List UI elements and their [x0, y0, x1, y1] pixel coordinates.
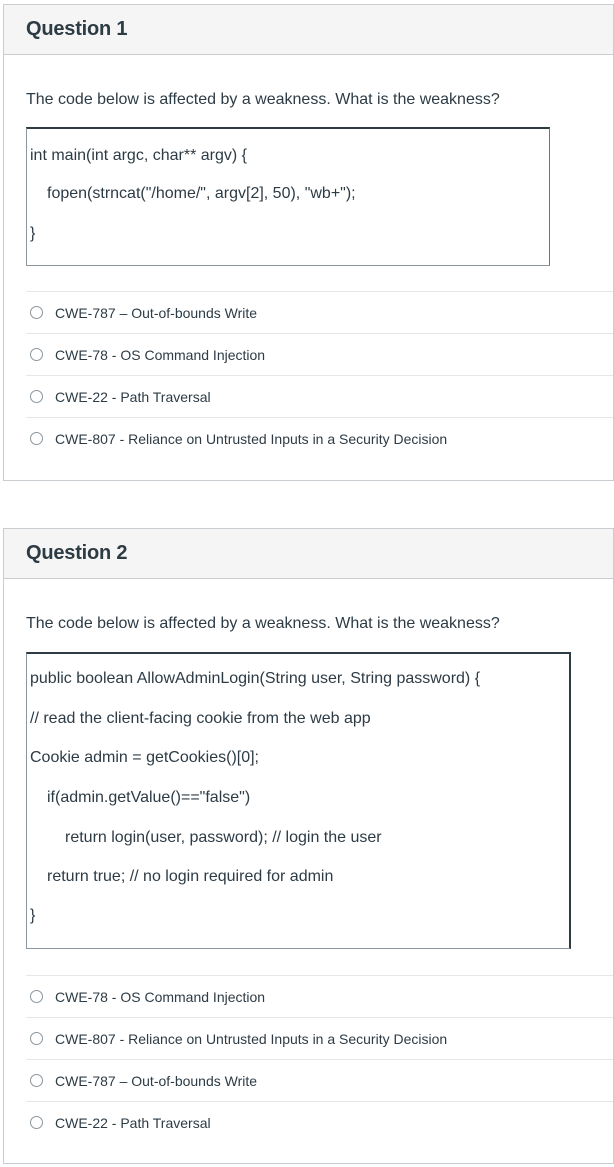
code-line: return true; // no login required for admin — [47, 868, 334, 885]
answer-label: CWE-787 – Out-of-bounds Write — [55, 1072, 258, 1089]
radio-button[interactable] — [30, 1032, 43, 1045]
radio-button[interactable] — [30, 1074, 43, 1087]
code-line: } — [30, 907, 36, 924]
radio-button[interactable] — [30, 1116, 43, 1129]
answer-option[interactable] — [26, 333, 613, 375]
question-header — [4, 529, 613, 579]
radio-button[interactable] — [30, 348, 43, 361]
radio-button[interactable] — [30, 990, 43, 1003]
code-block — [26, 652, 571, 949]
answer-label: CWE-22 - Path Traversal — [55, 1114, 211, 1131]
answer-option[interactable] — [26, 1101, 613, 1143]
answer-list — [4, 291, 613, 459]
radio-button[interactable] — [30, 390, 43, 403]
question-2-card — [3, 528, 614, 1164]
question-title: Question 2 — [26, 542, 128, 564]
code-line: if(admin.getValue()=="false") — [47, 789, 251, 806]
question-title: Question 1 — [26, 18, 128, 40]
answer-option[interactable] — [26, 417, 613, 459]
answer-list — [4, 975, 613, 1143]
code-line: int main(int argc, char** argv) { — [30, 147, 247, 164]
code-line: } — [30, 225, 36, 242]
question-header — [4, 5, 613, 55]
radio-button[interactable] — [30, 432, 43, 445]
code-line: public boolean AllowAdminLogin(String user, String password) { — [30, 670, 481, 687]
answer-label: CWE-807 - Reliance on Untrusted Inputs in a Security Decision — [55, 1030, 448, 1047]
code-block — [26, 127, 550, 266]
question-text: The code below is affected by a weakness. What is the weakness? — [26, 615, 500, 632]
answer-label: CWE-807 - Reliance on Untrusted Inputs in a Security Decision — [55, 430, 448, 447]
answer-option[interactable] — [26, 375, 613, 417]
answer-option[interactable] — [26, 291, 613, 333]
answer-option[interactable] — [26, 1017, 613, 1059]
question-text: The code below is affected by a weakness. What is the weakness? — [26, 91, 500, 108]
code-line: // read the client-facing cookie from the web app — [30, 710, 371, 727]
answer-option[interactable] — [26, 975, 613, 1017]
radio-button[interactable] — [30, 306, 43, 319]
code-line: return login(user, password); // login the user — [65, 829, 382, 846]
question-1-card — [3, 4, 614, 481]
answer-label: CWE-787 – Out-of-bounds Write — [55, 304, 258, 321]
answer-label: CWE-78 - OS Command Injection — [55, 988, 266, 1005]
answer-label: CWE-22 - Path Traversal — [55, 388, 211, 405]
code-line: Cookie admin = getCookies()[0]; — [30, 749, 259, 766]
code-line: fopen(strncat("/home/", argv[2], 50), "wb+"); — [47, 185, 356, 202]
answer-label: CWE-78 - OS Command Injection — [55, 346, 266, 363]
answer-option[interactable] — [26, 1059, 613, 1101]
